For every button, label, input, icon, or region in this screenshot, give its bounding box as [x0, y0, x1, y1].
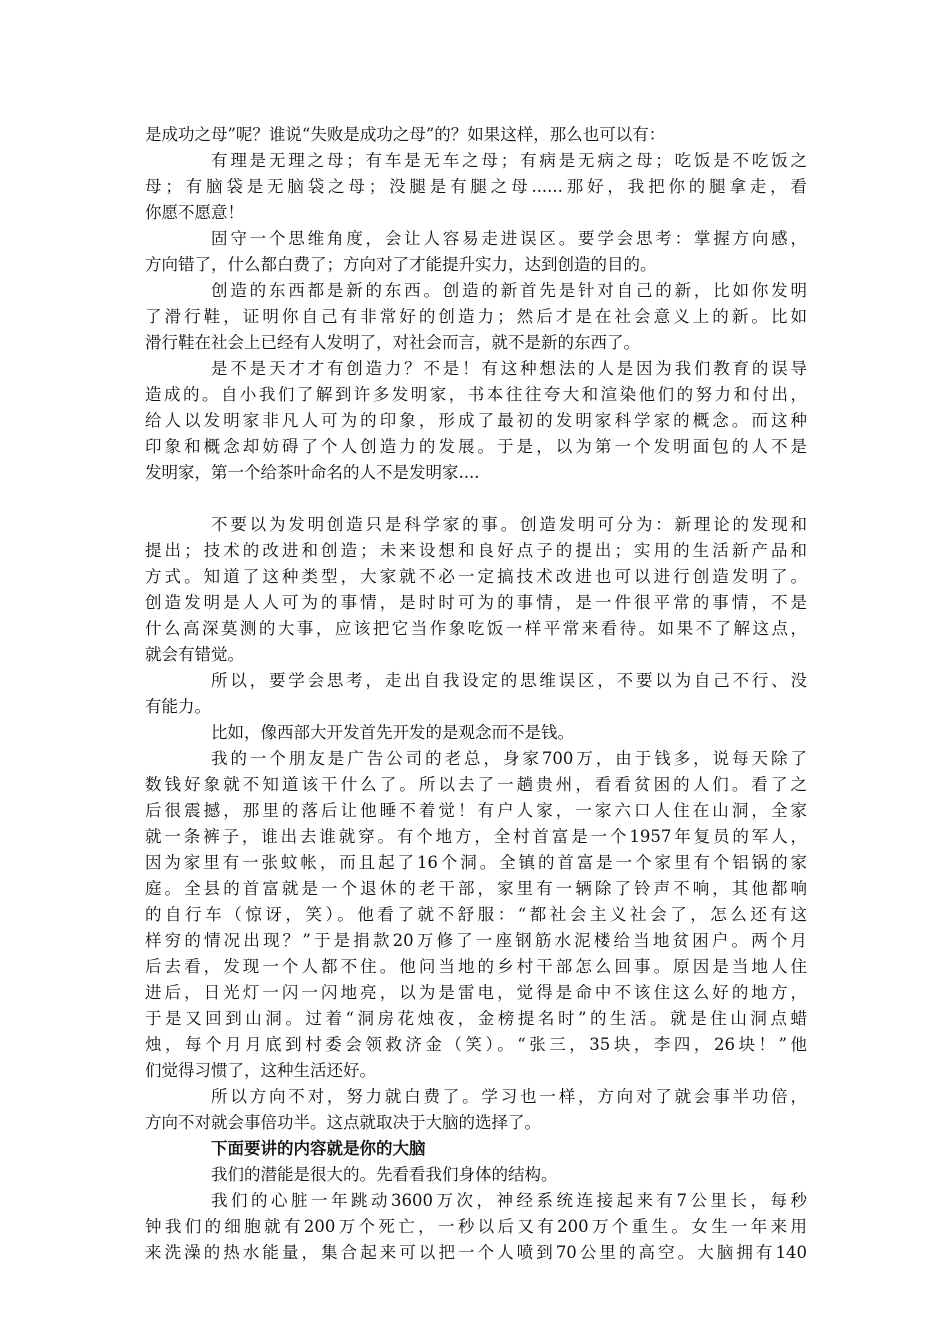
- text-line: 不要以为发明创造只是科学家的事。创造发明可分为：新理论的发现和: [211, 515, 807, 534]
- text-line: 就会有错觉。: [145, 645, 244, 664]
- text-line: 你愿不愿意！: [145, 203, 244, 222]
- text-line: 造成的。自小我们了解到许多发明家，书本往往夸大和渲染他们的努力和付出，: [145, 385, 807, 404]
- text-line: 就一条裤子，谁出去谁就穿。有个地方，全村首富是一个1957年复员的军人，: [145, 827, 807, 846]
- text-line: 后去看，发现一个人都不住。他问当地的乡村干部怎么回事。原因是当地人住: [145, 957, 807, 976]
- text-line: 我们的潜能是很大的。先看看我们身体的结构。: [211, 1165, 558, 1184]
- text-line: 有理是无理之母；有车是无车之母；有病是无病之母；吃饭是不吃饭之: [211, 151, 807, 170]
- text-line: 提出；技术的改进和创造；未来设想和良好点子的提出；实用的生活新产品和: [145, 541, 807, 560]
- text-line: 后很震撼，那里的落后让他睡不着觉！有户人家，一家六口人住在山洞，全家: [145, 801, 807, 820]
- text-line: 我的一个朋友是广告公司的老总，身家700万，由于钱多，说每天除了: [211, 749, 807, 768]
- text-line: 的自行车（惊讶，笑）。他看了就不舒服：“都社会主义社会了，怎么还有这: [145, 905, 807, 924]
- text-line: 固守一个思维角度，会让人容易走进误区。要学会思考：掌握方向感，: [211, 229, 807, 248]
- text-line: 进后，日光灯一闪一闪地亮，以为是雷电，觉得是命中不该住这么好的地方，: [145, 983, 807, 1002]
- document-page: [145, 122, 807, 1266]
- section-heading: 下面要讲的内容就是你的大脑: [211, 1139, 426, 1158]
- text-line: 方式。知道了这种类型，大家就不必一定搞技术改进也可以进行创造发明了。: [145, 567, 807, 586]
- text-line: 给人以发明家非凡人可为的印象，形成了最初的发明家科学家的概念。而这种: [145, 411, 807, 430]
- text-line: 比如，像西部大开发首先开发的是观念而不是钱。: [211, 723, 574, 742]
- text-line: 有能力。: [145, 697, 211, 716]
- text-line: 印象和概念却妨碍了个人创造力的发展。于是，以为第一个发明面包的人不是: [145, 437, 807, 456]
- text-line: 了滑行鞋，证明你自己有非常好的创造力；然后才是在社会意义上的新。比如: [145, 307, 807, 326]
- text-line: 是不是天才才有创造力？不是！有这种想法的人是因为我们教育的误导: [211, 359, 807, 378]
- text-line: 于是又回到山洞。过着“洞房花烛夜，金榜提名时”的生活。就是住山洞点蜡: [145, 1009, 807, 1028]
- text-line: 烛，每个月月底到村委会领救济金（笑）。“张三，35块，李四，26块！”他: [145, 1035, 807, 1054]
- text-line: 钟我们的细胞就有200万个死亡，一秒以后又有200万个重生。女生一年来用: [145, 1217, 807, 1236]
- text-line: 是成功之母”呢？谁说“失败是成功之母”的？如果这样，那么也可以有：: [145, 125, 666, 144]
- text-line: 我们的心脏一年跳动3600万次，神经系统连接起来有7公里长，每秒: [211, 1191, 807, 1210]
- text-line: 们觉得习惯了，这种生活还好。: [145, 1061, 376, 1080]
- text-line: 创造的东西都是新的东西。创造的新首先是针对自己的新，比如你发明: [211, 281, 807, 300]
- text-line: 来洗澡的热水能量，集合起来可以把一个人喷到70公里的高空。大脑拥有140: [145, 1243, 807, 1262]
- text-line: 因为家里有一张蚊帐，而且起了16个洞。全镇的首富是一个家里有个铝锅的家: [145, 853, 807, 872]
- text-line: 发明家，第一个给茶叶命名的人不是发明家....: [145, 463, 480, 482]
- text-line: 方向错了，什么都白费了；方向对了才能提升实力，达到创造的目的。: [145, 255, 657, 274]
- text-line: 庭。全县的首富就是一个退休的老干部，家里有一辆除了铃声不响，其他都响: [145, 879, 807, 898]
- text-line: 数钱好象就不知道该干什么了。所以去了一趟贵州，看看贫困的人们。看了之: [145, 775, 807, 794]
- text-line: 方向不对就会事倍功半。这点就取决于大脑的选择了。: [145, 1113, 541, 1132]
- text-line: 样穷的情况出现？”于是捐款20万修了一座钢筋水泥楼给当地贫困户。两个月: [145, 931, 807, 950]
- text-line: 母；有脑袋是无脑袋之母；没腿是有腿之母......那好，我把你的腿拿走，看: [145, 177, 807, 196]
- blank-line: [145, 486, 807, 512]
- text-line: 滑行鞋在社会上已经有人发明了，对社会而言，就不是新的东西了。: [145, 333, 640, 352]
- text-line: 什么高深莫测的大事，应该把它当作象吃饭一样平常来看待。如果不了解这点，: [145, 619, 807, 638]
- text-line: 所以，要学会思考，走出自我设定的思维误区，不要以为自己不行、没: [211, 671, 807, 690]
- text-line: 所以方向不对，努力就白费了。学习也一样，方向对了就会事半功倍，: [211, 1087, 807, 1106]
- text-line: 创造发明是人人可为的事情，是时时可为的事情，是一件很平常的事情，不是: [145, 593, 807, 612]
